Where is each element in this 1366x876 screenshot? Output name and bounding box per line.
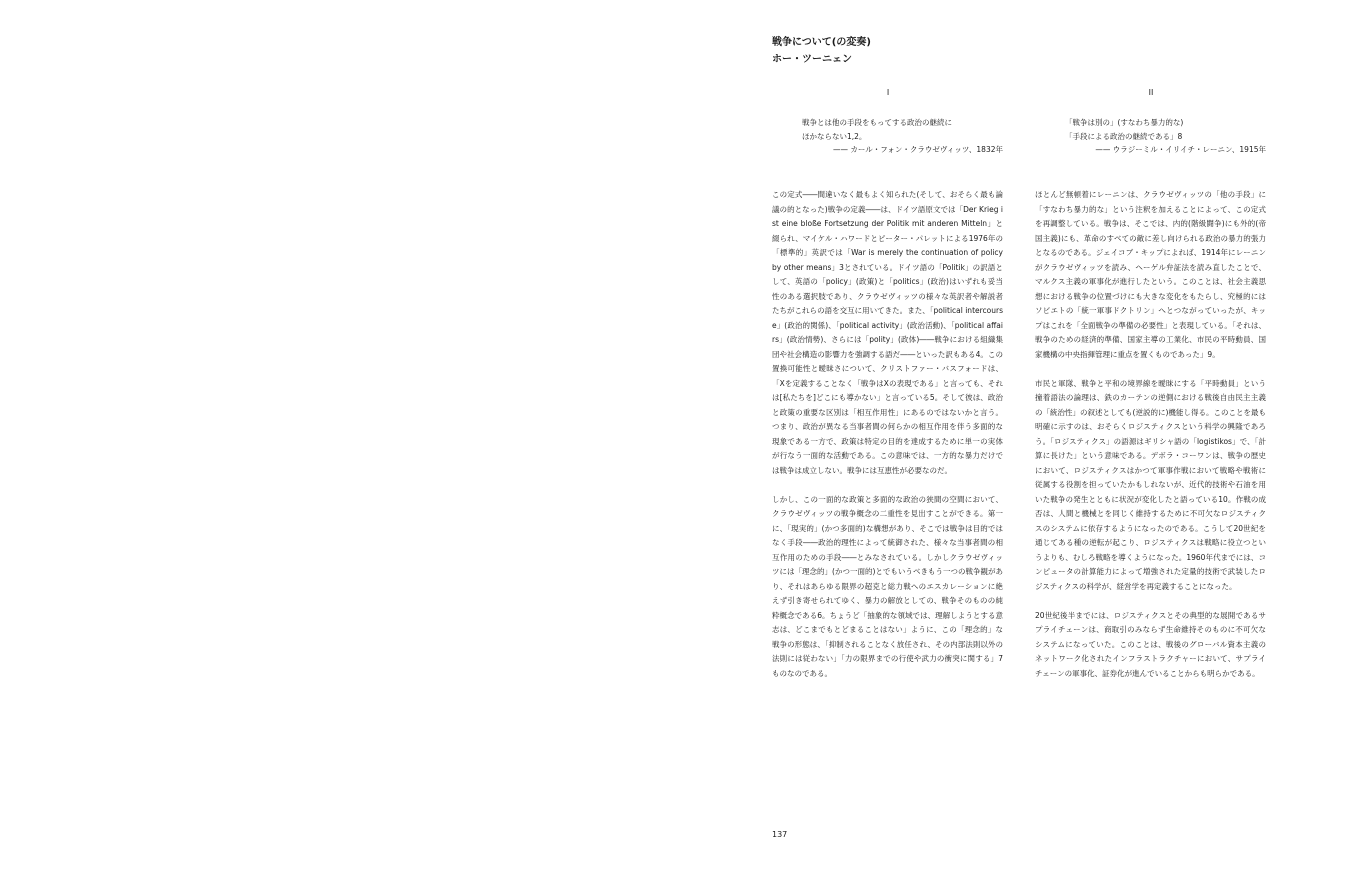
epigraph-line: 「手段による政治の継続である」8 — [1065, 131, 1183, 141]
article-author: ホー・ツーニェン — [772, 54, 852, 65]
body-paragraph: しかし、この一面的な政策と多面的な政治の狭間の空間において、クラウゼヴィッツの戦争概念の二重性を見出すことができる。第一に、「現実的」(かつ多面的)な構想があり、そこでは戦争は目的ではなく手段――政治的理性によって統御された、様々な当事者間の相互作用のための手段――とみなされている。しかしクラウゼヴィッツには「理念的」(かつ一面的)とでもいうべきもう一つの戦争観があり、それはあらゆる限界の超克と総力戦へのエスカレーションに絶えず引き寄せられてゆく、暴力の解放としての、戦争そのものの純粋概念である6。ちょうど「抽象的な領域では、理解しようとする意志は、どこまでもとどまることはない」ように、この「理念的」な戦争の形態は、「抑制されることなく放任され、その内部法則以外の法則には従わない」「力の限界までの行使や武力の衝突に関する」7ものなのである。 — [772, 494, 1003, 678]
body-paragraph: 市民と軍隊、戦争と平和の境界線を曖昧にする「平時動員」という撞着語法の論理は、鉄のカーテンの逆側における戦後自由民主主義の「統治性」の叙述としても(逆説的に)機能し得る。このことを最も明確に示すのは、おそらくロジスティクスという科学の興隆であろう。「ロジスティクス」の語源はギリシャ語の「logistikos」で、「計算に長けた」という意味である。デボラ・コーワンは、戦争の歴史において、ロジスティクスはかつて軍事作戦において戦略や戦術に従属する役割を担っていたかもしれないが、近代的技術や石油を用いた戦争の発生とともに状況が変化したと語っている10。作戦の成否は、人間と機械とを同じく維持するために不可欠なロジスティクスのシステムに依存するようになったのである。こうして20世紀を通じてある種の逆転が起こり、ロジスティクスは戦略に役立つというよりも、むしろ戦略を導くようになった。1960年代までには、コンピュータの計算能力によって増強された定量的技術で武装したロジスティクスの科学が、経営学を再定義することになった。 — [1035, 378, 1266, 591]
body-paragraph: ほとんど無頓着にレーニンは、クラウゼヴィッツの「他の手段」に「すなわち暴力的な」という注釈を加えることによって、この定式を再調整している。戦争は、そこでは、内的(階級闘争)にも外的(帝国主義)にも、革命のすべての敵に差し向けられる政治の暴力的張力となるのである。ジェイコブ・キップによれば、1914年にレーニンがクラウゼヴィッツを読み、ヘーゲル弁証法を読み直したことで、マルクス主義の軍事化が進行したという。このことは、社会主義思想における戦争の位置づけにも大きな変化をもたらし、究極的にはソビエトの「統一軍事ドクトリン」へとつながっていったが、キップはこれを「全面戦争の準備の必要性」と表現している。「それは、戦争のための経済的準備、国家主導の工業化、市民の平時動員、国家機構の中央指揮管理に重点を置くものであった」9。 — [1035, 190, 1266, 359]
body-column-right — [1035, 188, 1266, 696]
body-paragraph: 20世紀後半までには、ロジスティクスとその典型的な展開であるサプライチェーンは、商取引のみならず生命維持そのものに不可欠なシステムになっていた。このことは、戦後のグローバル資本主義のネットワーク化されたインフラストラクチャーにおいて、サプライチェーンの軍事化、証券化が進んでいることからも明らかである。 — [1035, 610, 1266, 678]
epigraph-attribution: —— ウラジーミル・イリイチ・レーニン、1915年 — [1095, 145, 1266, 154]
article-title: 戦争について(の変奏) — [772, 37, 871, 48]
epigraph-attribution: —— カール・フォン・クラウゼヴィッツ、1832年 — [833, 145, 1003, 154]
epigraph-line: 「戦争は別の」(すなわち暴力的な) — [1065, 118, 1184, 127]
epigraph-lenin — [1065, 116, 1266, 157]
page-number: 137 — [772, 830, 788, 839]
body-column-left — [772, 188, 1003, 696]
epigraph-clausewitz — [802, 116, 1003, 157]
epigraph-line: ほかならない1,2。 — [802, 131, 867, 141]
section-number-i: I — [886, 88, 890, 97]
section-number-ii: II — [1148, 88, 1154, 97]
body-paragraph: この定式――間違いなく最もよく知られた(そして、おそらく最も論議の的となった)戦争の定義――は、ドイツ語原文では「Der Krieg ist eine bloße Fortsetzung der Politik mit anderen Mitteln」と綴られ、マイケル・ハワードとピーター・パレットによる1976年の「標準的」英訳では「War is merely the continuation of policy by other means」3とされている。ドイツ語の「Politik」の訳語として、英語の「policy」(政策)と「politics」(政治)はいずれも妥当性のある選択肢であり、クラウゼヴィッツの様々な英訳者や解説者たちがこれらの語を交互に用いてきた。また、「political intercourse」(政治的関係)、「political activity」(政治活動)、「political affairs」(政治情勢)、さらには「polity」(政体)――戦争における組織集団や社会構造の影響力を強調する語だ――といった訳もある4。この置換可能性と曖昧さについて、クリストファー・バスフォードは、「Xを定義することなく「戦争はXの表現である」と言っても、それは[私たちを]どこにも導かない」と言っている5。そして彼は、政治と政策の重要な区別は「相互作用性」にあるのではないかと言う。つまり、政治が異なる当事者間の何らかの相互作用を伴う多面的な現象である一方で、政策は特定の目的を達成するために単一の実体が行なう一面的な活動である。この意味では、一方的な暴力だけでは戦争は成立しない。戦争には互恵性が必要なのだ。 — [772, 190, 1003, 475]
epigraph-line: 戦争とは他の手段をもってする政治の継続に — [802, 118, 952, 127]
